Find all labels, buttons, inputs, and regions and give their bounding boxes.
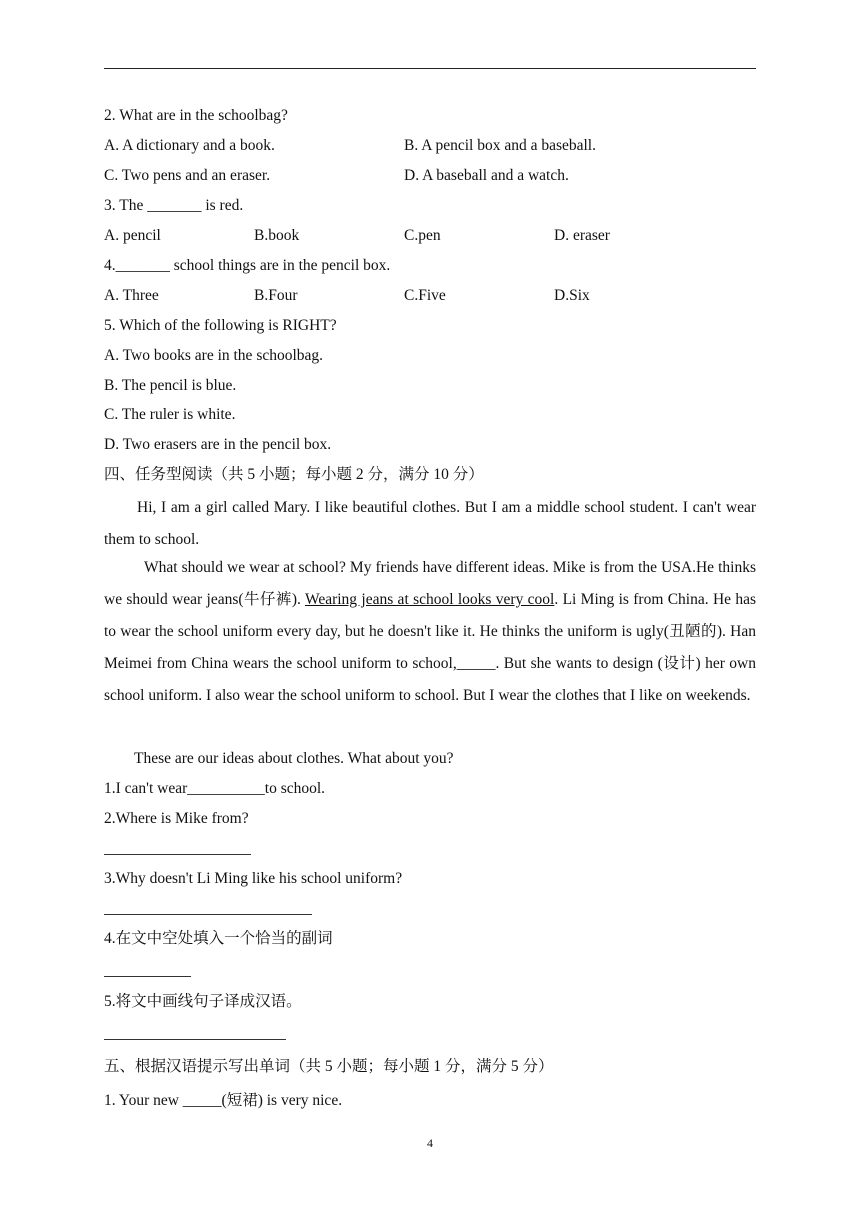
q4-question: 4._______ school things are in the pencil box.	[104, 257, 391, 274]
q5-option-a: A. Two books are in the schoolbag.	[104, 347, 324, 364]
passage-paragraph-2	[104, 552, 756, 712]
q3-option-a: A. pencil	[104, 227, 161, 244]
q2-options-row2	[104, 166, 756, 186]
q2-question: 2. What are in the schoolbag?	[104, 107, 288, 124]
answer-line-5[interactable]	[104, 1039, 286, 1040]
passage-paragraph-1: Hi, I am a girl called Mary. I like beautiful clothes. But I am a middle school student. I can't wear them to school.	[104, 499, 756, 548]
q4-option-a: A. Three	[104, 287, 159, 304]
q4-option-b: B.Four	[254, 287, 298, 304]
answer-line-4[interactable]	[104, 976, 191, 977]
task-5: 5.将文中画线句子译成汉语。	[104, 993, 302, 1010]
q2-option-d: D. A baseball and a watch.	[404, 167, 569, 184]
q5-option-b: B. The pencil is blue.	[104, 377, 237, 394]
section5-heading: 五、根据汉语提示写出单词（共 5 小题；每小题 1 分，满分 5 分）	[104, 1058, 554, 1075]
task-2: 2.Where is Mike from?	[104, 810, 249, 827]
header-rule	[104, 68, 756, 69]
task-4: 4.在文中空处填入一个恰当的副词	[104, 930, 333, 947]
underlined-sentence: Wearing jeans at school looks very cool	[304, 591, 555, 608]
q3-option-d: D. eraser	[554, 227, 610, 244]
q4-options	[104, 286, 756, 306]
q3-question: 3. The _______ is red.	[104, 197, 244, 214]
q2-option-b: B. A pencil box and a baseball.	[404, 137, 596, 154]
answer-line-2[interactable]	[104, 854, 251, 855]
q3-option-b: B.book	[254, 227, 300, 244]
q3-options	[104, 226, 756, 246]
q2-option-a: A. A dictionary and a book.	[104, 137, 275, 154]
page-number: 4	[427, 1136, 433, 1150]
q4-option-c: C.Five	[404, 287, 446, 304]
q4-option-d: D.Six	[554, 287, 590, 304]
q5-option-c: C. The ruler is white.	[104, 406, 236, 423]
passage-p2-text-before: What should we wear at school? My friends have different ideas. Mike is from the USA.He thinks we should wear jeans(牛仔裤).	[104, 559, 756, 608]
answer-line-3[interactable]	[104, 914, 312, 915]
task-3: 3.Why doesn't Li Ming like his school uniform?	[104, 870, 403, 887]
q3-option-c: C.pen	[404, 227, 441, 244]
q5-option-d: D. Two erasers are in the pencil box.	[104, 436, 332, 453]
section5-q1: 1. Your new _____(短裙) is very nice.	[104, 1092, 343, 1109]
passage-p2-text-after: . Li Ming is from China. He has to wear the school uniform every day, but he doesn't like it. He thinks the uniform is ugly(丑陋的). Han Meimei from China wears the school uniform to school,_____. But she wants to design (设计) her own school uniform. I also wear the school uniform to school. But I wear the clothes that I like on weekends.	[104, 591, 757, 704]
task-1: 1.I can't wear__________to school.	[104, 780, 326, 797]
q2-options-row1	[104, 136, 756, 156]
q2-option-c: C. Two pens and an eraser.	[104, 167, 271, 184]
passage-paragraph-3: These are our ideas about clothes. What about you?	[134, 750, 454, 767]
section4-heading: 四、任务型阅读（共 5 小题；每小题 2 分，满分 10 分）	[104, 466, 484, 483]
q5-question: 5. Which of the following is RIGHT?	[104, 317, 337, 334]
